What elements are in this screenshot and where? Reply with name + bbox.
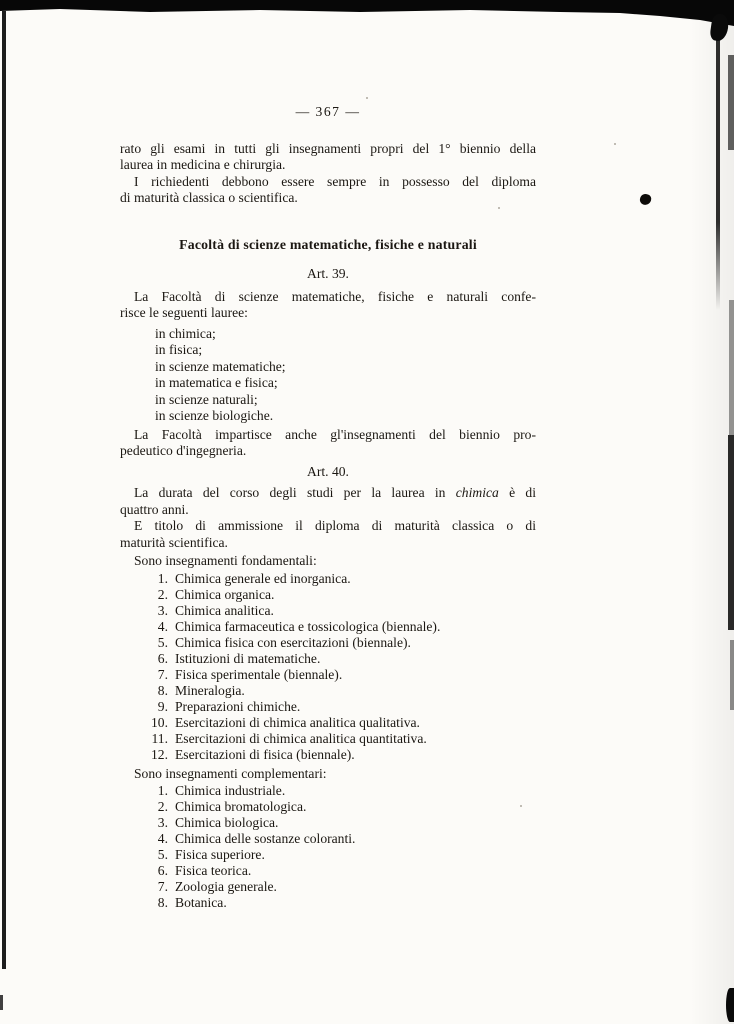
course-number: 5. — [157, 847, 168, 862]
paragraph-line: La Facoltà di scienze matematiche, fisiche e naturali confe- — [134, 288, 536, 304]
course-item — [120, 587, 536, 603]
course-title: Botanica. — [175, 895, 227, 910]
course-item — [120, 635, 536, 651]
paragraph-line: rato gli esami in tutti gli insegnamenti propri del 1° biennio della — [120, 140, 536, 156]
fundamental-courses-label: Sono insegnamenti fondamentali: — [134, 553, 317, 568]
course-number: 3. — [157, 815, 168, 830]
course-number: 2. — [157, 586, 168, 602]
degree-item: in matematica e fisica; — [155, 375, 278, 390]
scan-right-edge-blob — [726, 988, 734, 1022]
course-number: 8. — [157, 895, 168, 910]
course-title: Preparazioni chimiche. — [175, 698, 301, 714]
faculty-section-title: Facoltà di scienze matematiche, fisiche e naturali — [179, 236, 477, 252]
paragraph-line: La Facoltà impartisce anche gl'insegnamenti del biennio pro- — [134, 426, 536, 442]
course-item — [120, 799, 536, 815]
paragraph-line: E titolo di ammissione il diploma di maturità classica o di — [134, 518, 536, 533]
article-40-paragraph-duration — [120, 485, 536, 518]
course-title: Fisica superiore. — [175, 847, 265, 862]
course-title: Fisica teorica. — [175, 863, 252, 878]
course-item — [120, 603, 536, 619]
degree-item: in scienze matematiche; — [155, 358, 286, 374]
degree-item: in scienze naturali; — [155, 391, 258, 407]
course-item — [120, 683, 536, 699]
ink-spot-artifact — [638, 192, 652, 206]
course-title: Esercitazioni di fisica (biennale). — [175, 746, 355, 762]
course-number: 5. — [157, 634, 168, 650]
course-title: Chimica delle sostanze coloranti. — [175, 831, 356, 846]
paragraph-line: maturità scientifica. — [120, 534, 228, 550]
fundamental-courses-list — [120, 571, 536, 763]
paragraph-line: quattro anni. — [120, 501, 189, 517]
course-number: 1. — [157, 570, 168, 586]
course-number: 1. — [157, 783, 168, 798]
degree-item: in scienze biologiche. — [155, 408, 274, 423]
course-number: 10. — [151, 714, 168, 730]
course-number: 2. — [157, 799, 168, 814]
course-number: 4. — [157, 618, 168, 634]
course-item — [120, 667, 536, 683]
paper-speck — [614, 143, 616, 145]
article-40-heading: Art. 40. — [307, 463, 349, 479]
course-item — [120, 815, 536, 831]
course-item — [120, 831, 536, 847]
course-number: 7. — [157, 879, 168, 894]
course-item — [120, 715, 536, 731]
course-title: Chimica bromatologica. — [175, 799, 307, 814]
course-number: 9. — [157, 698, 168, 714]
paragraph-line: laurea in medicina e chirurgia. — [120, 157, 286, 172]
course-title: Istituzioni di matematiche. — [175, 650, 321, 666]
course-number: 8. — [157, 682, 168, 698]
course-item — [120, 731, 536, 747]
course-title: Chimica analitica. — [175, 602, 274, 618]
scan-right-edge-strip — [730, 640, 734, 710]
scan-right-binding-line — [716, 18, 720, 310]
course-number: 6. — [157, 650, 168, 666]
course-title: Fisica sperimentale (biennale). — [175, 666, 343, 682]
paragraph-line: risce le seguenti lauree: — [120, 305, 248, 320]
article-39-paragraph-engineering — [120, 427, 536, 460]
scan-left-edge-line — [2, 11, 6, 969]
course-item — [120, 571, 536, 587]
course-number: 7. — [157, 666, 168, 682]
course-item — [120, 847, 536, 863]
course-item — [120, 783, 536, 799]
course-title: Esercitazioni di chimica analitica qualitativa. — [175, 714, 420, 730]
course-number: 6. — [157, 863, 168, 878]
course-item — [120, 747, 536, 763]
degree-list — [120, 326, 536, 425]
course-number: 11. — [151, 730, 168, 746]
article-39-heading: Art. 39. — [307, 266, 349, 281]
course-title: Chimica organica. — [175, 586, 275, 602]
page-number: — 367 — — [295, 104, 361, 119]
course-item — [120, 863, 536, 879]
course-title: Chimica generale ed inorganica. — [175, 570, 351, 586]
scan-right-edge-strip — [729, 300, 734, 435]
course-item — [120, 699, 536, 715]
degree-item: in chimica; — [155, 325, 216, 341]
course-number: 3. — [157, 602, 168, 618]
course-title: Chimica industriale. — [175, 783, 286, 798]
page-text-block — [120, 104, 536, 911]
paragraph-line: I richiedenti debbono essere sempre in possesso del diploma — [134, 173, 536, 189]
complementary-courses-label: Sono insegnamenti complementari: — [134, 765, 327, 781]
degree-item: in fisica; — [155, 342, 203, 357]
course-title: Mineralogia. — [175, 682, 245, 698]
line-text: La durata del corso degli studi per la laurea in — [134, 485, 456, 500]
course-title: Esercitazioni di chimica analitica quantitativa. — [175, 730, 427, 746]
course-title: Chimica fisica con esercitazioni (biennale). — [175, 634, 411, 650]
scan-right-edge-strip — [728, 55, 734, 150]
course-item — [120, 895, 536, 911]
course-title: Chimica biologica. — [175, 815, 279, 830]
course-number: 12. — [151, 746, 168, 762]
scan-left-bottom-mark — [0, 995, 3, 1010]
article-40-paragraph-admission — [120, 518, 536, 551]
course-title: Zoologia generale. — [175, 879, 277, 894]
course-item — [120, 651, 536, 667]
scan-right-edge-strip — [728, 435, 734, 630]
paper-speck — [366, 97, 368, 99]
article-39-paragraph — [120, 289, 536, 322]
paragraph-line: di maturità classica o scientifica. — [120, 190, 298, 205]
course-title: Chimica farmaceutica e tossicologica (biennale). — [175, 618, 441, 634]
course-item — [120, 879, 536, 895]
complementary-courses-list — [120, 783, 536, 911]
course-item — [120, 619, 536, 635]
paragraph-line — [120, 485, 536, 502]
intro-paragraph-diploma — [120, 174, 536, 207]
course-number: 4. — [157, 831, 168, 846]
intro-paragraph-continued — [120, 141, 536, 174]
italic-chimica: chimica — [455, 485, 499, 500]
line-text: è di — [498, 485, 536, 500]
paragraph-line: pedeutico d'ingegneria. — [120, 443, 247, 458]
scan-top-edge-bar — [0, 0, 734, 26]
